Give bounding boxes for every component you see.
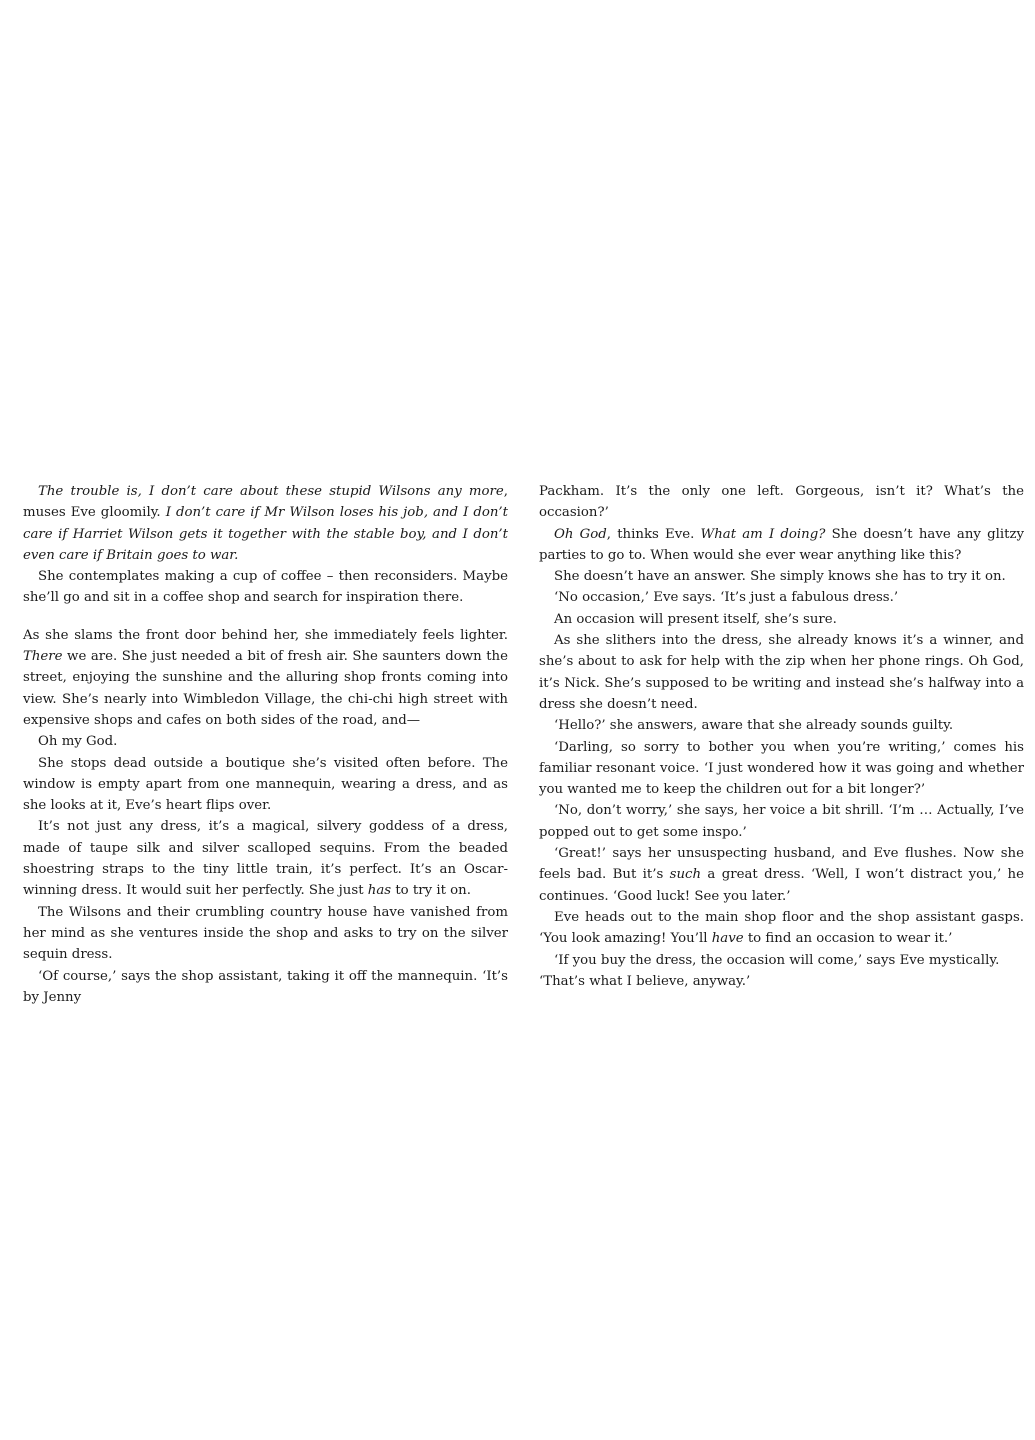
paragraph: [23, 481, 508, 566]
text-run: ‘No, don’t worry,’ she says, her voice a bit shrill. ‘I’m … Actually, I’ve popped out to get some inspo.’: [539, 803, 1024, 840]
paragraph: [539, 950, 1024, 993]
paragraph: [539, 630, 1024, 715]
text-run: ‘Great!’ says her unsuspecting husband, and Eve flushes. Now she feels bad. But it’s: [539, 846, 1024, 883]
text-run: She doesn’t have an answer. She simply knows she has to try it on.: [554, 569, 1006, 585]
text-run: She contemplates making a cup of coffee – then reconsiders. Maybe she’ll go and sit in a coffee shop and search for inspiration there.: [23, 569, 508, 606]
paragraph: [539, 800, 1024, 843]
paragraph: [539, 907, 1024, 950]
text-run: we are. She just needed a bit of fresh air. She saunters down the street, enjoying the sunshine and the alluring shop fronts coming into view. She’s nearly into Wimbledon Village, the chi-chi high street with expensive shops and cafes on both sides of the road, and—: [23, 649, 508, 728]
italic-run: have: [711, 931, 744, 947]
paragraph: [539, 587, 1024, 608]
text-run: As she slams the front door behind her, she immediately feels lighter.: [23, 627, 508, 643]
paragraph: [539, 737, 1024, 801]
italic-run: What am I doing?: [700, 526, 826, 542]
text-run: , thinks Eve.: [606, 526, 701, 542]
text-run: She stops dead outside a boutique she’s visited often before. The window is empty apart from one mannequin, wearing a dress, and as she looks at it, Eve’s heart flips over.: [23, 755, 508, 814]
text-run: It’s not just any dress, it’s a magical, silvery goddess of a dress, made of taupe silk and silver scalloped sequins. From the beaded shoestring straps to the tiny little train, it’s perfect. It’s an Oscar-winning dress. It would suit her perfectly. She just: [23, 819, 508, 899]
paragraph: [539, 843, 1024, 907]
italic-run: There: [23, 649, 63, 665]
paragraph: [23, 566, 508, 609]
paragraph: [23, 753, 508, 817]
text-run: She doesn’t have any glitzy parties to go to. When would she ever wear anything like this?: [539, 526, 1024, 563]
text-run: The Wilsons and their crumbling country house have vanished from her mind as she ventures inside the shop and asks to try on the silver sequin dress.: [23, 904, 508, 963]
paragraph: [23, 731, 508, 752]
paragraph: [23, 902, 508, 966]
text-run: a great dress. ‘Well, I won’t distract you,’ he continues. ‘Good luck! See you later.’: [539, 867, 1024, 904]
paragraph: [23, 816, 508, 901]
paragraph: [539, 524, 1024, 567]
text-run: Eve heads out to the main shop floor and the shop assistant gasps. ‘You look amazing! You’ll: [539, 909, 1024, 947]
italic-run: I don’t care if Mr Wilson loses his job, and I don’t care if Harriet Wilson gets it together with the stable boy, and I don’t even care if Britain goes to war.: [23, 505, 508, 563]
paragraph: [539, 566, 1024, 587]
text-run: , muses Eve gloomily.: [23, 484, 508, 521]
text-run: Oh my God.: [38, 734, 118, 750]
text-run: ‘If you buy the dress, the occasion will come,’ says Eve mystically. ‘That’s what I believe, anyway.’: [539, 952, 1000, 989]
text-run: Packham. It’s the only one left. Gorgeous, isn’t it? What’s the occasion?’: [539, 484, 1024, 521]
paragraph: [23, 966, 508, 1009]
text-run: ‘Darling, so sorry to bother you when you’re writing,’ comes his familiar resonant voice. ‘I just wondered how it was going and whether you wanted me to keep the children out for a bit longer?’: [539, 739, 1024, 798]
paragraph: [539, 715, 1024, 736]
text-run: As she slithers into the dress, she already knows it’s a winner, and she’s about to ask for help with the zip when her phone rings. Oh God, it’s Nick. She’s supposed to be writing and instead she’s halfway into a dress she doesn’t need.: [539, 633, 1024, 712]
right-column: [539, 481, 1024, 992]
italic-run: has: [367, 883, 392, 899]
text-run: ‘Of course,’ says the shop assistant, taking it off the mannequin. ‘It’s by Jenny: [23, 968, 508, 1005]
text-run: ‘Hello?’ she answers, aware that she already sounds guilty.: [554, 718, 954, 734]
italic-run: such: [669, 867, 702, 883]
paragraph: [539, 481, 1024, 524]
left-column: [23, 481, 508, 1008]
text-run: An occasion will present itself, she’s sure.: [554, 611, 837, 627]
paragraph: [23, 625, 508, 731]
paragraph: [539, 609, 1024, 630]
text-run: ‘No occasion,’ Eve says. ‘It’s just a fabulous dress.’: [554, 590, 899, 606]
text-run: to find an occasion to wear it.’: [743, 931, 953, 947]
text-run: to try it on.: [391, 883, 471, 899]
italic-run: The trouble is, I don’t care about these stupid Wilsons any more: [38, 484, 504, 499]
italic-run: Oh God: [554, 526, 607, 542]
